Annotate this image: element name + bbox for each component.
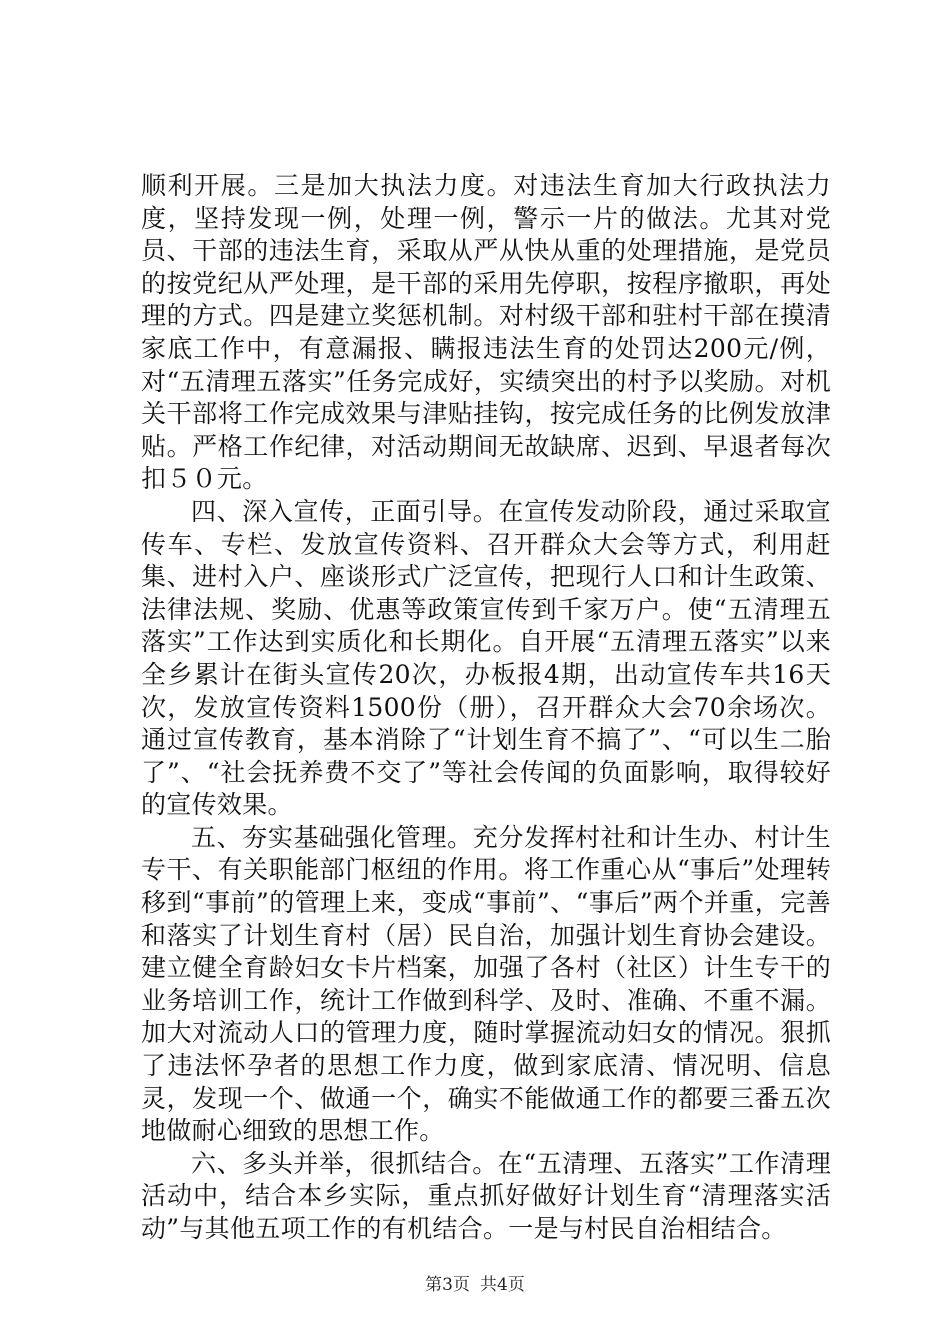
page-number: 第3页 (425, 1275, 470, 1295)
paragraph-management: 五、夯实基础强化管理。充分发挥村社和计生办、村计生专干、有关职能部门枢纽的作用。将工作重心从“事后”处理转移到“事前”的管理上来，变成“事前”、“事后”两个并重，完善和落实了计划生育村（居）民自治，加强计划生育协会建设。建立健全育龄妇女卡片档案，加强了各村（社区）计生专干的业务培训工作，统计工作做到科学、及时、准确、不重不漏。加大对流动人口的管理力度，随时掌握流动妇女的情况。狠抓了违法怀孕者的思想工作力度，做到家底清、情况明、信息灵，发现一个、做通一个，确实不能做通工作的都要三番五次地做耐心细致的思想工作。 (141, 822, 831, 1146)
page-footer (0, 1275, 950, 1295)
paragraph-enforcement-rewards: 顺利开展。三是加大执法力度。对违法生育加大行政执法力度，坚持发现一例，处理一例，警示一片的做法。尤其对党员、干部的违法生育，采取从严从快从重的处理措施，是党员的按党纪从严处理，是干部的采用先停职，按程序撤职，再处理的方式。四是建立奖惩机制。对村级干部和驻村干部在摸清家底工作中，有意漏报、瞒报违法生育的处罚达200元/例，对“五清理五落实”任务完成好，实绩突出的村予以奖励。对机关干部将工作完成效果与津贴挂钩，按完成任务的比例发放津贴。严格工作纪律，对活动期间无故缺席、迟到、早退者每次扣５０元。 (141, 171, 831, 494)
page-total: 共4页 (480, 1275, 525, 1295)
paragraph-integration: 六、多头并举，很抓结合。在“五清理、五落实”工作清理活动中，结合本乡实际，重点抓好做好计划生育“清理落实活动”与其他五项工作的有机结合。一是与村民自治相结合。 (141, 1148, 831, 1243)
document-body (141, 170, 831, 1246)
paragraph-publicity: 四、深入宣传，正面引导。在宣传发动阶段，通过采取宣传车、专栏、发放宣传资料、召开群众大会等方式，利用赶集、进村入户、座谈形式广泛宣传，把现行人口和计生政策、法律法规、奖励、优惠等政策宣传到千家万户。使“五清理五落实”工作达到实质化和长期化。自开展“五清理五落实”以来全乡累计在街头宣传20次，办板报4期，出动宣传车共16天次，发放宣传资料1500份（册），召开群众大会70余场次。通过宣传教育，基本消除了“计划生育不搞了”、“可以生二胎了”、“社会抚养费不交了”等社会传闻的负面影响，取得较好的宣传效果。 (141, 496, 831, 820)
